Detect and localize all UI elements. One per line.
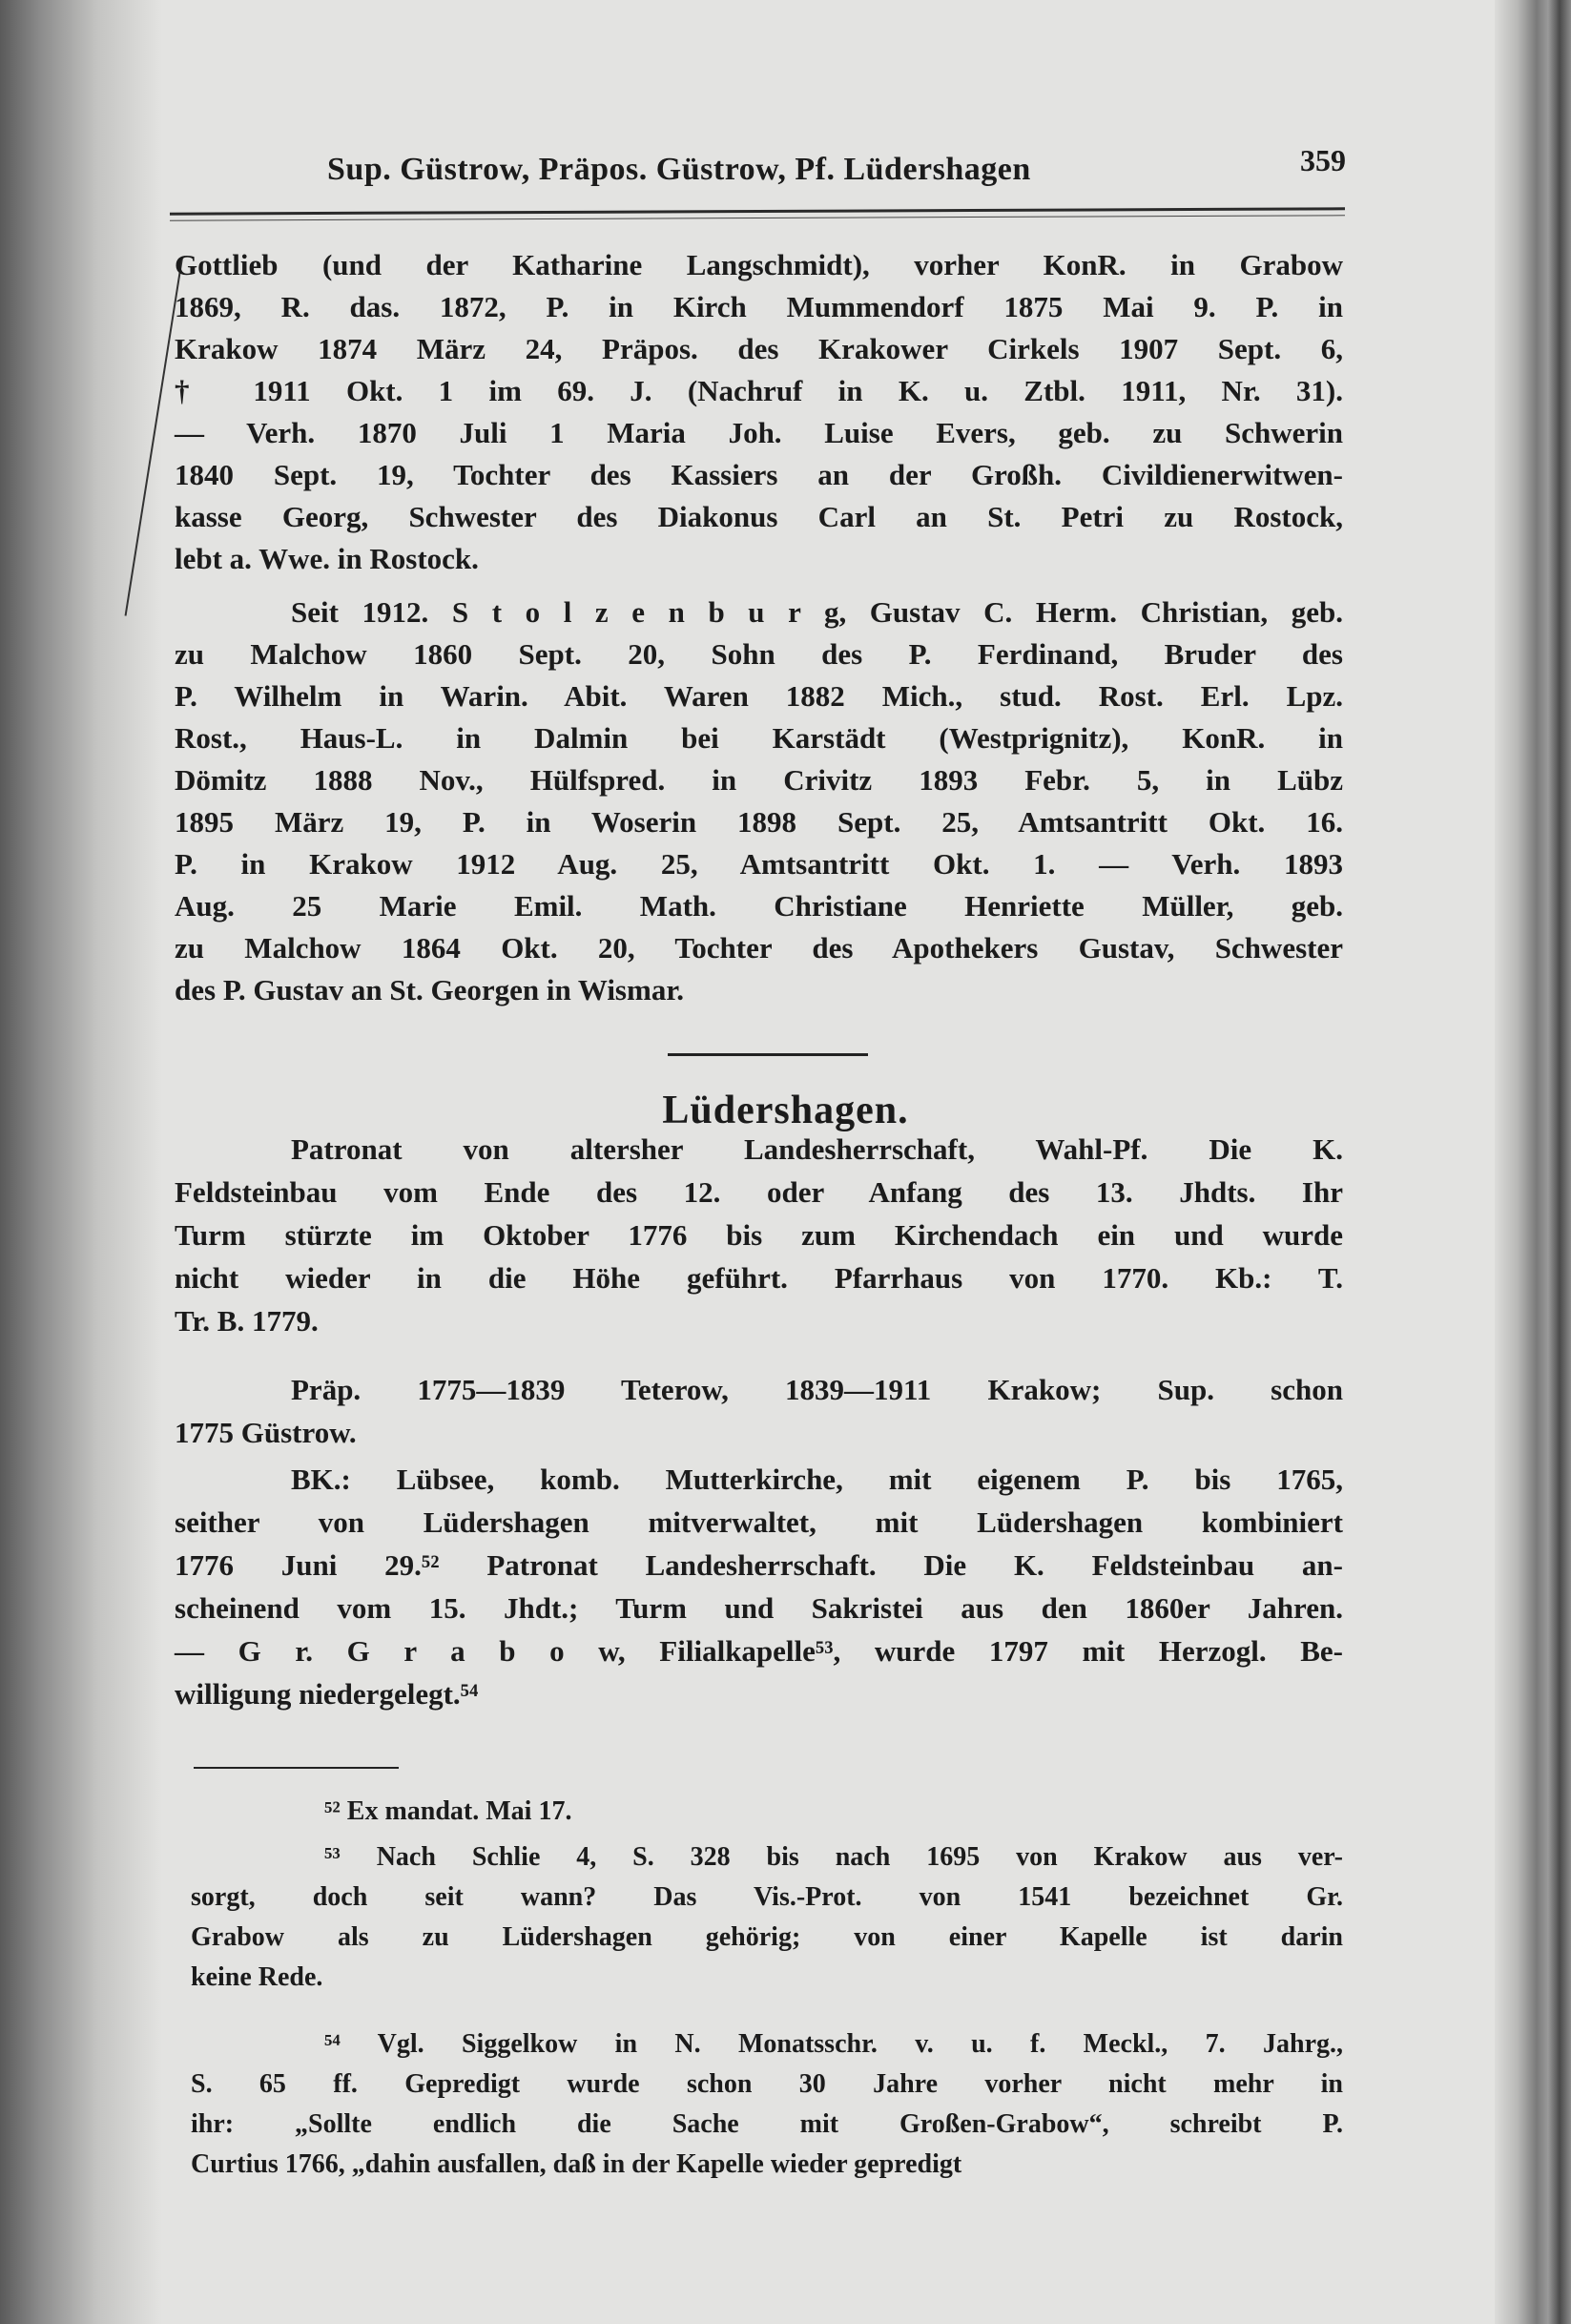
text-line: ihr: „Sollte endlich die Sache mit Großen-Grabow“, schreibt P. [191, 2109, 1343, 2139]
text-line: seither von Lüdershagen mitverwaltet, mit Lüdershagen kombiniert [175, 1505, 1343, 1539]
text-line: nicht wieder in die Höhe geführt. Pfarrhaus von 1770. Kb.: T. [175, 1261, 1343, 1295]
text-line: — G r. G r a b o w, Filialkapelle⁵³, wurde 1797 mit Herzogl. Be- [175, 1634, 1343, 1668]
header-rule-thin [170, 215, 1345, 220]
text-line: Aug. 25 Marie Emil. Math. Christiane Henriette Müller, geb. [175, 889, 1343, 923]
text-line: — Verh. 1870 Juli 1 Maria Joh. Luise Evers, geb. zu Schwerin [175, 416, 1343, 449]
text-line: willigung niedergelegt.⁵⁴ [175, 1677, 479, 1711]
text-line: 1869, R. das. 1872, P. in Kirch Mummendorf 1875 Mai 9. P. in [175, 290, 1343, 323]
text-line: Gottlieb (und der Katharine Langschmidt), vorher KonR. in Grabow [175, 248, 1343, 281]
running-header [175, 145, 1346, 195]
text-line: ⁵² Ex mandat. Mai 17. [324, 1796, 572, 1826]
text-line: 1775 Güstrow. [175, 1416, 357, 1449]
text-line: ⁵³ Nach Schlie 4, S. 328 bis nach 1695 von Krakow aus ver- [324, 1842, 1343, 1872]
text-line: Feldsteinbau vom Ende des 12. oder Anfang des 13. Jhdts. Ihr [175, 1175, 1343, 1209]
text-line: Grabow als zu Lüdershagen gehörig; von einer Kapelle ist darin [191, 1922, 1343, 1952]
paragraph-praepositur [175, 1368, 1343, 1454]
running-title: Sup. Güstrow, Präpos. Güstrow, Pf. Lüdershagen [327, 152, 1031, 187]
text-line: zu Malchow 1860 Sept. 20, Sohn des P. Ferdinand, Bruder des [175, 637, 1343, 671]
text-line: lebt a. Wwe. in Rostock. [175, 542, 479, 575]
section-separator-rule [668, 1053, 868, 1056]
text-line: S. 65 ff. Gepredigt wurde schon 30 Jahre vorher nicht mehr in [191, 2069, 1343, 2099]
footnote-54 [191, 2024, 1343, 2185]
text-line: P. in Krakow 1912 Aug. 25, Amtsantritt Okt. 1. — Verh. 1893 [175, 847, 1343, 881]
text-line: † 1911 Okt. 1 im 69. J. (Nachruf in K. u. Ztbl. 1911, Nr. 31). [175, 374, 1343, 407]
paragraph-gottlieb-bio [175, 244, 1343, 580]
scan-right-edge-binding [1495, 0, 1571, 2324]
text-line: 1776 Juni 29.⁵² Patronat Landesherrschaft. Die K. Feldsteinbau an- [175, 1548, 1343, 1582]
scan-left-edge-shadow [0, 0, 162, 2324]
header-rule [170, 207, 1345, 215]
text-line: kasse Georg, Schwester des Diakonus Carl an St. Petri zu Rostock, [175, 500, 1343, 533]
text-line: ⁵⁴ Vgl. Siggelkow in N. Monatsschr. v. u. f. Meckl., 7. Jahrg., [324, 2029, 1343, 2059]
text-line: Tr. B. 1779. [175, 1304, 319, 1338]
text-line: Turm stürzte im Oktober 1776 bis zum Kirchendach ein und wurde [175, 1218, 1343, 1252]
paragraph-bk-luebsee [175, 1458, 1343, 1715]
footnote-rule [194, 1767, 399, 1769]
page-number: 359 [1300, 143, 1346, 177]
paragraph-stolzenburg-bio [175, 591, 1343, 1011]
text-line: zu Malchow 1864 Okt. 20, Tochter des Apothekers Gustav, Schwester [175, 931, 1343, 965]
text-line: des P. Gustav an St. Georgen in Wismar. [175, 973, 684, 1006]
text-line: keine Rede. [191, 1962, 323, 1992]
text-line: 1895 März 19, P. in Woserin 1898 Sept. 25, Amtsantritt Okt. 16. [175, 805, 1343, 839]
text-line: BK.: Lübsee, komb. Mutterkirche, mit eigenem P. bis 1765, [291, 1463, 1343, 1496]
text-line: Patronat von altersher Landesherrschaft, Wahl-Pf. Die K. [291, 1132, 1343, 1166]
footnote-53 [191, 1837, 1343, 1998]
text-line: 1840 Sept. 19, Tochter des Kassiers an der Großh. Civildienerwitwen- [175, 458, 1343, 491]
footnote-52 [191, 1792, 1343, 1832]
text-line: P. Wilhelm in Warin. Abit. Waren 1882 Mich., stud. Rost. Erl. Lpz. [175, 679, 1343, 713]
paragraph-patronat [175, 1128, 1343, 1342]
text-line: sorgt, doch seit wann? Das Vis.-Prot. von 1541 bezeichnet Gr. [191, 1882, 1343, 1912]
text-line: scheinend vom 15. Jhdt.; Turm und Sakristei aus den 1860er Jahren. [175, 1591, 1343, 1625]
text-line: Seit 1912. S t o l z e n b u r g, Gustav C. Herm. Christian, geb. [291, 595, 1343, 629]
text-line: Präp. 1775—1839 Teterow, 1839—1911 Krakow; Sup. schon [291, 1373, 1343, 1406]
text-line: Dömitz 1888 Nov., Hülfspred. in Crivitz 1893 Febr. 5, in Lübz [175, 763, 1343, 797]
text-line: Krakow 1874 März 24, Präpos. des Krakower Cirkels 1907 Sept. 6, [175, 332, 1343, 365]
text-line: Curtius 1766, „dahin ausfallen, daß in der Kapelle wieder gepredigt [191, 2149, 962, 2179]
text-line: Rost., Haus-L. in Dalmin bei Karstädt (Westprignitz), KonR. in [175, 721, 1343, 755]
section-heading: Lüdershagen. [662, 1089, 909, 1132]
